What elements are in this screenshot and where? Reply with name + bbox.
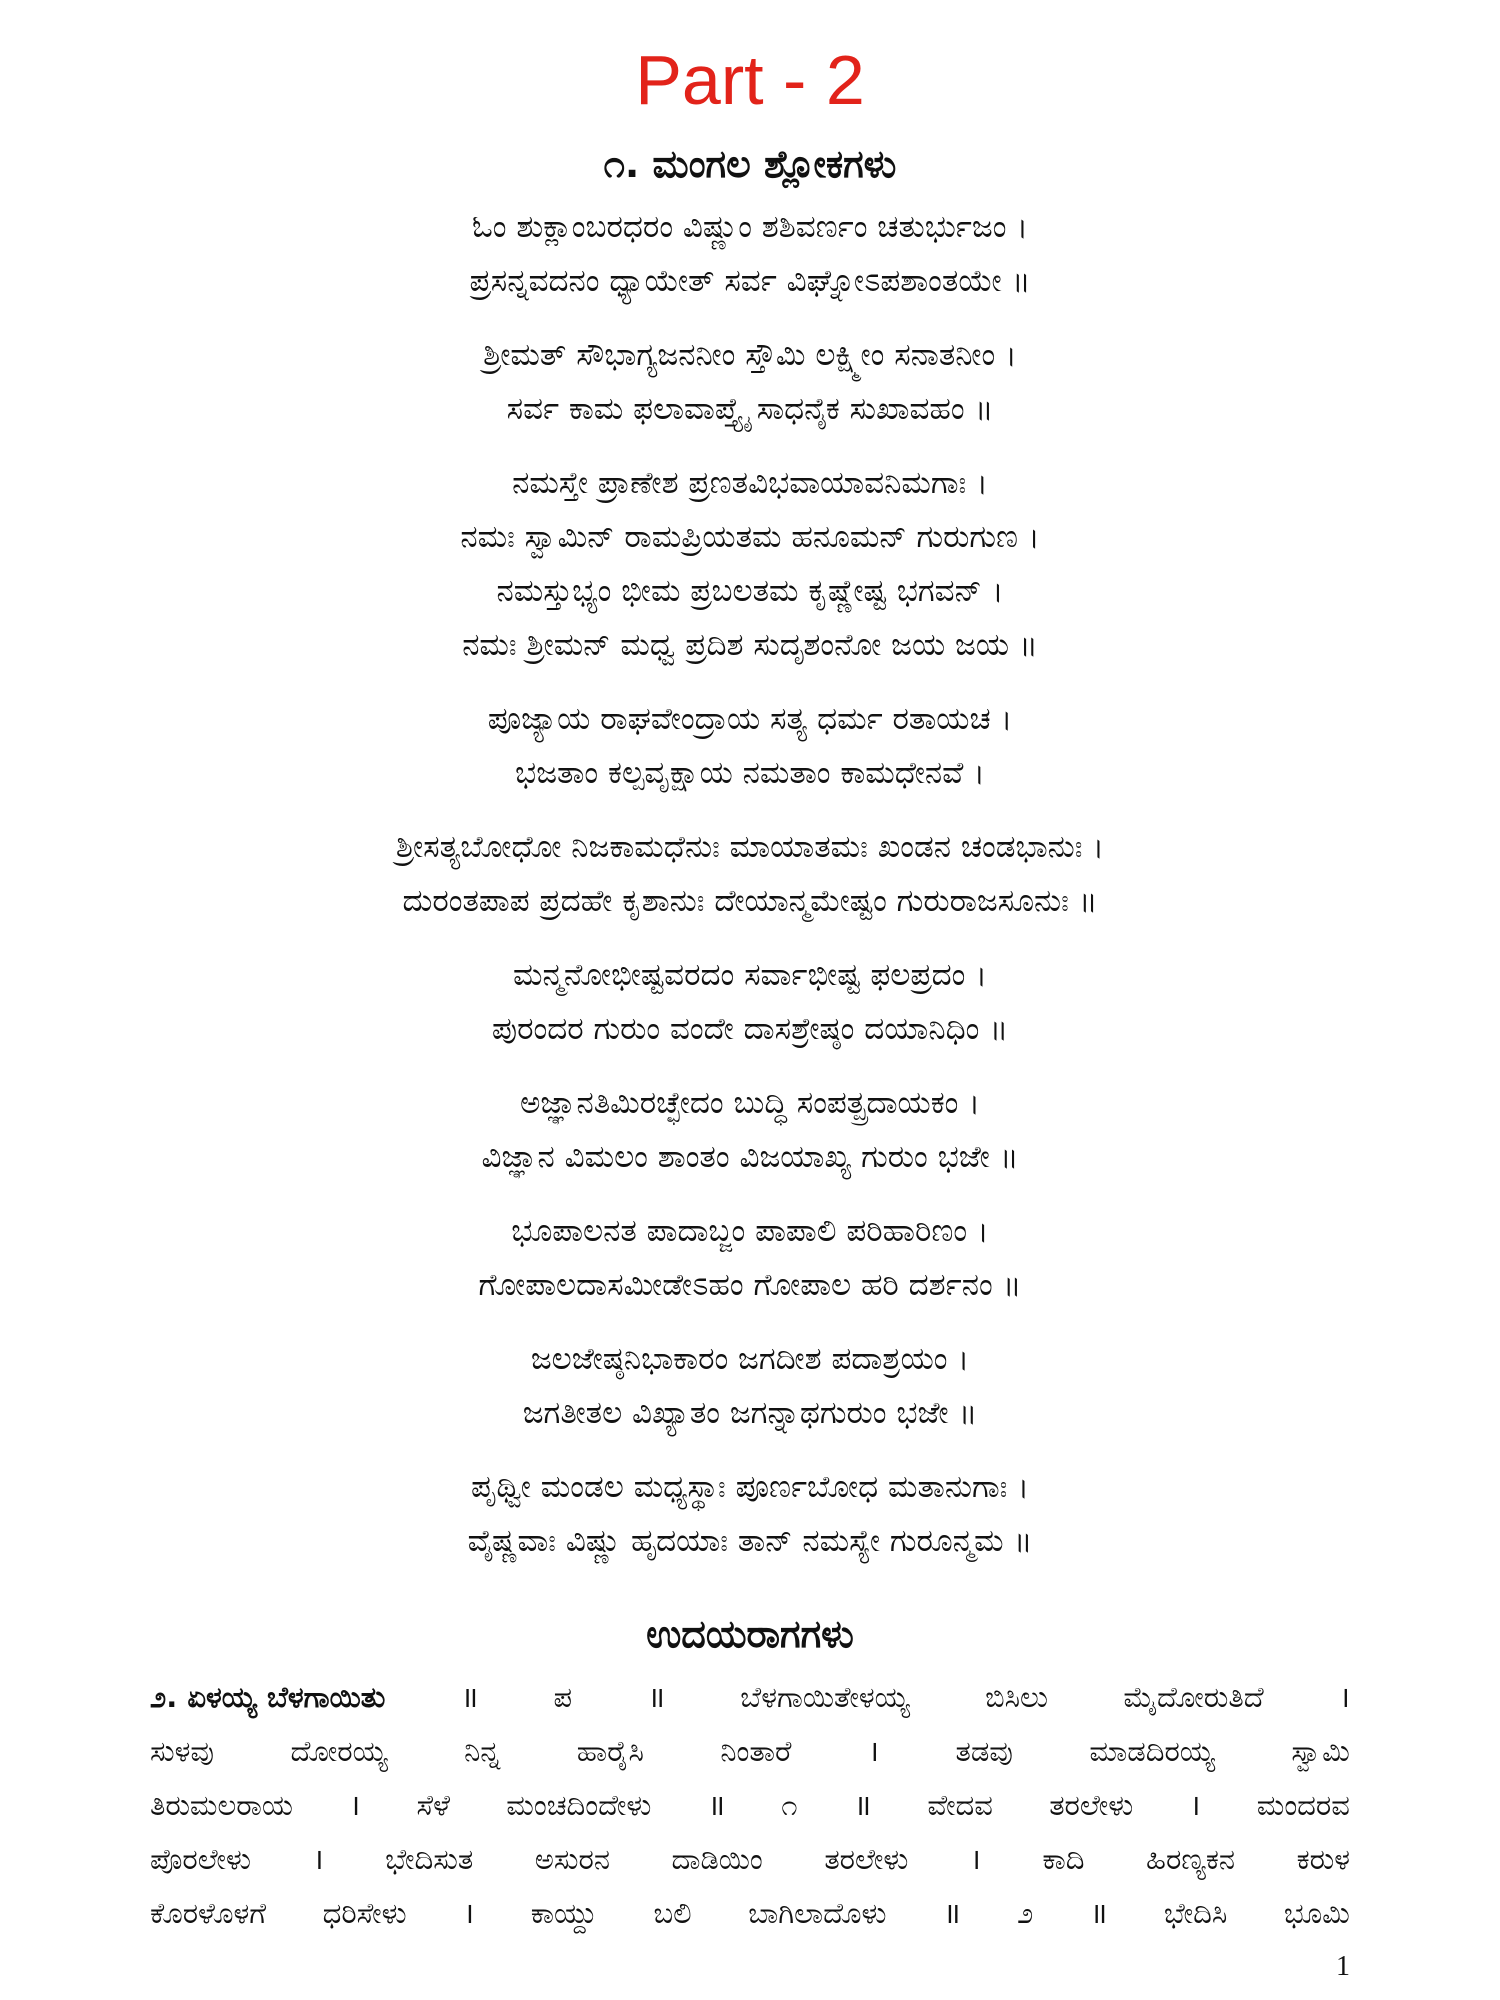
verse-line: ನಮಃ ಶ್ರೀಮನ್ ಮಧ್ವ ಪ್ರದಿಶ ಸುದೃಶಂನೋ ಜಯ ಜಯ ॥ bbox=[462, 627, 1038, 663]
song-word: ಪ bbox=[553, 1680, 573, 1714]
song-word: ಕಾದಿ bbox=[1042, 1842, 1085, 1876]
song-word: ಪೊರಲೇಳು bbox=[150, 1842, 252, 1876]
verse-line: ದುರಂತಪಾಪ ಪ್ರದಹೇ ಕೃಶಾನುಃ ದೇಯಾನ್ಮಮೇಷ್ಟಂ ಗುರುರಾಜಸೂನುಃ ॥ bbox=[402, 883, 1098, 919]
song-word: ॥ bbox=[460, 1680, 479, 1714]
song-word: ತಡವು bbox=[955, 1734, 1013, 1768]
song-word: ವೇದವ bbox=[927, 1788, 993, 1822]
verse-line: ಭೂಪಾಲನತ ಪಾದಾಬ್ಜಂ ಪಾಪಾಲಿ ಪರಿಹಾರಿಣಂ । bbox=[511, 1213, 989, 1249]
verse-line: ಓಂ ಶುಕ್ಲಾಂಬರಧರಂ ವಿಷ್ಣುಂ ಶಶಿವರ್ಣಂ ಚತುರ್ಭುಜಂ । bbox=[471, 209, 1029, 245]
song-word: ಸುಳವು bbox=[150, 1734, 215, 1768]
verse-stanza bbox=[0, 948, 1500, 1056]
song-word: ॥ bbox=[943, 1896, 961, 1930]
song-word: ದೋರಯ್ಯ bbox=[290, 1734, 388, 1768]
verse-stanza bbox=[0, 328, 1500, 436]
song-word: ನಿಂತಾರೆ bbox=[720, 1734, 792, 1768]
verse-line: ನಮಸ್ತೇ ಪ್ರಾಣೇಶ ಪ್ರಣತವಿಭವಾಯಾವನಿಮಗಾಃ । bbox=[512, 465, 988, 501]
page-number: 1 bbox=[1336, 1951, 1350, 1982]
song-word: ತರಲೇಳು bbox=[824, 1842, 909, 1876]
section-heading-udaya: ಉದಯರಾಗಗಳು bbox=[646, 1612, 854, 1656]
verse-stanza bbox=[0, 1204, 1500, 1312]
verse-line: ಸರ್ವ ಕಾಮ ಫಲಾವಾಪ್ತ್ಯೈ ಸಾಧನೈಕ ಸುಖಾವಹಂ ॥ bbox=[506, 391, 994, 427]
verse-line: ಪೂಜ್ಯಾಯ ರಾಘವೇಂದ್ರಾಯ ಸತ್ಯ ಧರ್ಮ ರತಾಯಚ । bbox=[487, 701, 1013, 737]
verse-stanza bbox=[0, 456, 1500, 672]
song-word: ೨ bbox=[1017, 1896, 1034, 1930]
song-word: ಕೊರಳೊಳಗೆ bbox=[150, 1896, 267, 1930]
song-word: ಭೂಮಿ bbox=[1283, 1896, 1350, 1930]
verse-line: ಪ್ರಸನ್ನವದನಂ ಧ್ಯಾಯೇತ್ ಸರ್ವ ವಿಘ್ನೋಽಪಶಾಂತಯೇ ॥ bbox=[469, 263, 1031, 299]
song-word: ಹಿರಣ್ಯಕನ bbox=[1146, 1842, 1236, 1876]
verse-line: ಅಜ್ಞಾನತಿಮಿರಚ್ಛೇದಂ ಬುದ್ಧಿ ಸಂಪತ್ಪ್ರದಾಯಕಂ । bbox=[519, 1085, 981, 1121]
song-title: ೨. ಏಳಯ್ಯ ಬೆಳಗಾಯಿತು bbox=[150, 1680, 386, 1714]
verses-block bbox=[0, 200, 1500, 1588]
song-word: । bbox=[1189, 1788, 1201, 1822]
song-word: ಕರುಳ bbox=[1296, 1842, 1350, 1876]
song-word: ಹಾರೈಸಿ bbox=[576, 1734, 644, 1768]
song-word: ಬಾಗಿಲಾದೊಳು bbox=[748, 1896, 887, 1930]
section-heading-mangala: ೧. ಮಂಗಲ ಶ್ಲೋಕಗಳು bbox=[603, 142, 897, 186]
song-word: ಅಸುರನ bbox=[534, 1842, 610, 1876]
song-word: ಸ್ವಾಮಿ bbox=[1291, 1734, 1350, 1768]
song-line bbox=[150, 1778, 1350, 1832]
song-word: । bbox=[349, 1788, 361, 1822]
verse-line: ಭಜತಾಂ ಕಲ್ಪವೃಕ್ಷಾಯ ನಮತಾಂ ಕಾಮಧೇನವೆ । bbox=[515, 755, 985, 791]
verse-stanza bbox=[0, 820, 1500, 928]
song-word: ಸೆಳೆ bbox=[416, 1788, 450, 1822]
song-line bbox=[150, 1670, 1350, 1724]
verse-line: ಶ್ರೀಮತ್ ಸೌಭಾಗ್ಯಜನನೀಂ ಸ್ತೌಮಿ ಲಕ್ಷ್ಮೀಂ ಸನಾತನೀಂ । bbox=[483, 337, 1017, 373]
verse-line: ವಿಜ್ಞಾನ ವಿಮಲಂ ಶಾಂತಂ ವಿಜಯಾಖ್ಯ ಗುರುಂ ಭಜೇ ॥ bbox=[481, 1139, 1019, 1175]
verse-stanza bbox=[0, 200, 1500, 308]
verse-line: ಶ್ರೀಸತ್ಯಬೋಧೋ ನಿಜಕಾಮಧೆನುಃ ಮಾಯಾತಮಃ ಖಂಡನ ಚಂಡಭಾನುಃ । bbox=[395, 829, 1105, 865]
song-word: ॥ bbox=[707, 1788, 725, 1822]
song-word: ಮೈದೋರುತಿದೆ bbox=[1123, 1680, 1264, 1714]
song-word: ಕಾಯ್ದು bbox=[530, 1896, 597, 1930]
verse-line: ಪುರಂದರ ಗುರುಂ ವಂದೇ ದಾಸಶ್ರೇಷ್ಠಂ ದಯಾನಿಧಿಂ ॥ bbox=[491, 1011, 1009, 1047]
song-line bbox=[150, 1886, 1350, 1940]
verse-stanza bbox=[0, 1460, 1500, 1568]
song-word: । bbox=[867, 1734, 879, 1768]
song-line bbox=[150, 1724, 1350, 1778]
song-word: ಬೆಳಗಾಯಿತೇಳಯ್ಯ bbox=[740, 1680, 910, 1714]
song-word: ತಿರುಮಲರಾಯ bbox=[150, 1788, 293, 1822]
song-word: ಭೇದಿಸಿ bbox=[1163, 1896, 1228, 1930]
verse-stanza bbox=[0, 1332, 1500, 1440]
song-word: ಮಾಡದಿರಯ್ಯ bbox=[1089, 1734, 1215, 1768]
song-word: ॥ bbox=[647, 1680, 665, 1714]
song-word: ಬಲಿ bbox=[653, 1896, 692, 1930]
verse-line: ಜಲಜೇಷ್ಠನಿಭಾಕಾರಂ ಜಗದೀಶ ಪದಾಶ್ರಯಂ । bbox=[530, 1341, 970, 1377]
song-prose-block bbox=[150, 1670, 1350, 1940]
song-word: ನಿನ್ನ bbox=[464, 1734, 501, 1768]
song-word: ಭೇದಿಸುತ bbox=[385, 1842, 474, 1876]
part-title: Part - 2 bbox=[635, 41, 865, 119]
verse-stanza bbox=[0, 1076, 1500, 1184]
verse-line: ಮನ್ಮನೋಭೀಷ್ಟವರದಂ ಸರ್ವಾಭೀಷ್ಟ ಫಲಪ್ರದಂ । bbox=[513, 957, 987, 993]
verse-line: ನಮಃ ಸ್ವಾಮಿನ್ ರಾಮಪ್ರಿಯತಮ ಹನೂಮನ್ ಗುರುಗುಣ । bbox=[460, 519, 1040, 555]
verse-stanza bbox=[0, 692, 1500, 800]
song-word: ೧ bbox=[781, 1788, 798, 1822]
song-word: ॥ bbox=[1089, 1896, 1108, 1930]
song-word: ಮಂಚದಿಂದೇಳು bbox=[506, 1788, 652, 1822]
song-word: ಮಂದರವ bbox=[1256, 1788, 1350, 1822]
song-word: ಧರಿಸೇಳು bbox=[322, 1896, 407, 1930]
song-line bbox=[150, 1832, 1350, 1886]
song-word: ಬಿಸಿಲು bbox=[985, 1680, 1049, 1714]
verse-line: ಗೋಪಾಲದಾಸಮೀಡೇಽಹಂ ಗೋಪಾಲ ಹರಿ ದರ್ಶನಂ ॥ bbox=[478, 1267, 1022, 1303]
song-word: ದಾಡಿಯಿಂ bbox=[671, 1842, 763, 1876]
song-word: । bbox=[1339, 1680, 1350, 1714]
song-word: ॥ bbox=[853, 1788, 872, 1822]
verse-line: ಜಗತೀತಲ ವಿಖ್ಯಾತಂ ಜಗನ್ನಾಥಗುರುಂ ಭಜೇ ॥ bbox=[522, 1395, 978, 1431]
verse-line: ನಮಸ್ತುಭ್ಯಂ ಭೀಮ ಪ್ರಬಲತಮ ಕೃಷ್ಣೇಷ್ಟ ಭಗವನ್ । bbox=[496, 573, 1004, 609]
verse-line: ವೈಷ್ಣವಾಃ ವಿಷ್ಣು ಹೃದಯಾಃ ತಾನ್ ನಮಸ್ಯೇ ಗುರೂನ್ಮಮ ॥ bbox=[467, 1523, 1033, 1559]
song-word: । bbox=[463, 1896, 475, 1930]
song-word: ತರಲೇಳು bbox=[1049, 1788, 1134, 1822]
verse-line: ಪೃಥ್ವೀ ಮಂಡಲ ಮಧ್ಯಸ್ಥಾಃ ಪೂರ್ಣಬೋಧ ಮತಾನುಗಾಃ । bbox=[470, 1469, 1030, 1505]
song-word: । bbox=[969, 1842, 981, 1876]
song-word: । bbox=[312, 1842, 324, 1876]
